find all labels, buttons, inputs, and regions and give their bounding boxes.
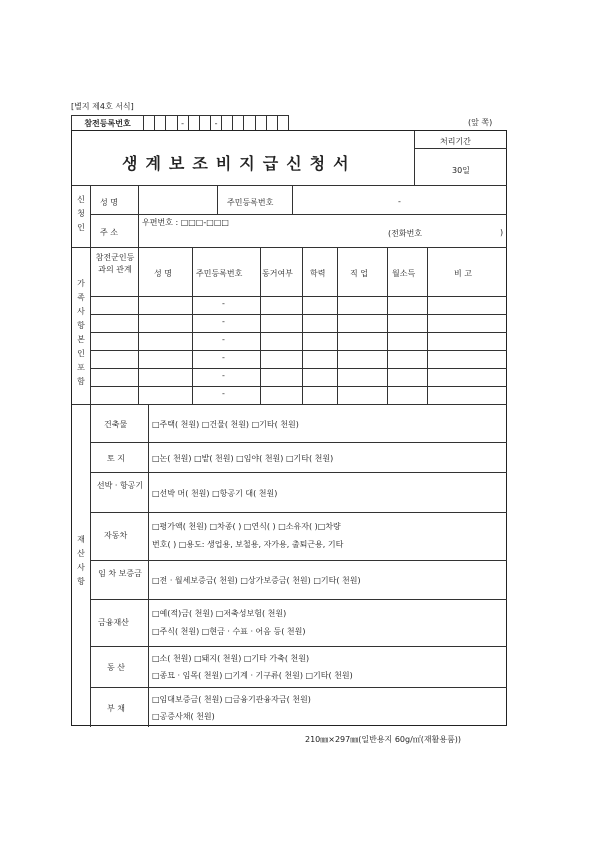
phone-close-paren: ) xyxy=(500,228,504,237)
family-row-dash: - xyxy=(222,299,225,308)
reg-digit-cell[interactable] xyxy=(244,116,255,130)
family-col-cohabit: 동거여부 xyxy=(262,269,293,278)
reg-digit-cell[interactable] xyxy=(233,116,244,130)
family-col-note: 비 고 xyxy=(454,269,472,278)
asset-label-vehicle: 자동차 xyxy=(104,531,128,540)
family-row-dash: - xyxy=(222,389,225,398)
registration-number-box xyxy=(71,115,289,131)
reg-digit-cell[interactable] xyxy=(166,116,177,130)
family-col-relation: 참전군인등과의 관계 xyxy=(95,253,135,274)
asset-financial-line-1[interactable]: □예(적)금( 천원) □저축성보험( 천원) xyxy=(152,609,287,618)
application-form-table xyxy=(71,130,507,726)
asset-label-financial: 금융재산 xyxy=(98,618,129,627)
registration-number-label: 참전등록번호 xyxy=(72,116,144,130)
reg-digit-cell[interactable] xyxy=(222,116,233,130)
family-row-dash: - xyxy=(222,371,225,380)
reg-digit-cell[interactable] xyxy=(155,116,166,130)
reg-dash: - xyxy=(211,116,222,130)
asset-label-movables: 동 산 xyxy=(107,663,125,672)
name-label: 성 명 xyxy=(100,198,118,207)
asset-debt-line-1[interactable]: □임대보증금( 천원) □금융기관융자금( 천원) xyxy=(152,695,311,704)
asset-label-building: 건축물 xyxy=(104,420,128,429)
asset-movables-line-1[interactable]: □소( 천원) □돼지( 천원) □기타 가축( 천원) xyxy=(152,654,310,663)
family-col-name: 성 명 xyxy=(154,269,172,278)
asset-land-line[interactable]: □논( 천원) □밭( 천원) □임야( 천원) □기타( 천원) xyxy=(152,454,334,463)
asset-vehicle-line-1[interactable]: □평가액( 천원) □차종( ) □연식( ) □소유자( )□차량 xyxy=(152,522,341,531)
reg-digit-cell[interactable] xyxy=(278,116,288,130)
family-col-income: 월소득 xyxy=(392,269,416,278)
form-title: 생계보조비지급신청서 xyxy=(122,154,357,173)
family-row-dash: - xyxy=(222,317,225,326)
reg-digit-cell[interactable] xyxy=(267,116,278,130)
asset-label-lease-deposit: 임 차 보증금 xyxy=(98,569,142,578)
rrn-label: 주민등록번호 xyxy=(227,198,274,207)
asset-lease-line[interactable]: □전 · 월세보증금( 천원) □상가보증금( 천원) □기타( 천원) xyxy=(152,576,361,585)
front-side-label: (앞 쪽) xyxy=(468,118,493,127)
asset-financial-line-2[interactable]: □주식( 천원) □현금 · 수표 · 어음 등( 천원) xyxy=(152,627,306,636)
postal-code-field[interactable]: 우편번호 : □□□-□□□ xyxy=(142,218,229,227)
reg-digit-cell[interactable] xyxy=(189,116,200,130)
family-row-dash: - xyxy=(222,335,225,344)
asset-label-land: 토 지 xyxy=(107,454,125,463)
reg-digit-cell[interactable] xyxy=(144,116,155,130)
reg-digit-cell[interactable] xyxy=(200,116,211,130)
asset-vessel-line[interactable]: □선박 머( 천원) □항공기 대( 천원) xyxy=(152,489,278,498)
family-col-job: 직 업 xyxy=(350,269,368,278)
form-number-label: [별지 제4호 서식] xyxy=(71,102,134,111)
processing-period-value: 30일 xyxy=(452,166,470,175)
phone-number-label: (전화번호 xyxy=(388,229,423,238)
rrn-dash: - xyxy=(398,197,401,206)
reg-digit-cell[interactable] xyxy=(256,116,267,130)
assets-section-label: 재 산 사 항 xyxy=(77,535,85,586)
applicant-section-label: 신 청 인 xyxy=(77,195,85,232)
family-row-dash: - xyxy=(222,353,225,362)
family-col-rrn: 주민등록번호 xyxy=(196,269,243,278)
asset-vehicle-line-2[interactable]: 번호( ) □용도: 생업용, 보철용, 자가용, 출퇴근용, 기타 xyxy=(152,540,344,549)
family-col-education: 학력 xyxy=(310,269,326,278)
asset-building-line[interactable]: □주택( 천원) □건물( 천원) □기타( 천원) xyxy=(152,420,299,429)
asset-debt-line-2[interactable]: □공증사채( 천원) xyxy=(152,712,215,721)
asset-label-debt: 부 채 xyxy=(107,704,125,713)
family-section-label: 가 족 사 항 본 인 포 함 xyxy=(77,279,85,386)
address-label: 주 소 xyxy=(100,228,118,237)
paper-spec-footer: 210㎜×297㎜(일반용지 60g/㎡(재활용품)) xyxy=(305,735,462,744)
processing-period-label: 처리기간 xyxy=(440,137,471,146)
asset-label-vessel-aircraft: 선박 · 항공기 xyxy=(96,481,144,490)
asset-movables-line-2[interactable]: □종묘 · 임목( 천원) □기계 · 기구류( 천원) □기타( 천원) xyxy=(152,671,353,680)
reg-dash: - xyxy=(178,116,189,130)
